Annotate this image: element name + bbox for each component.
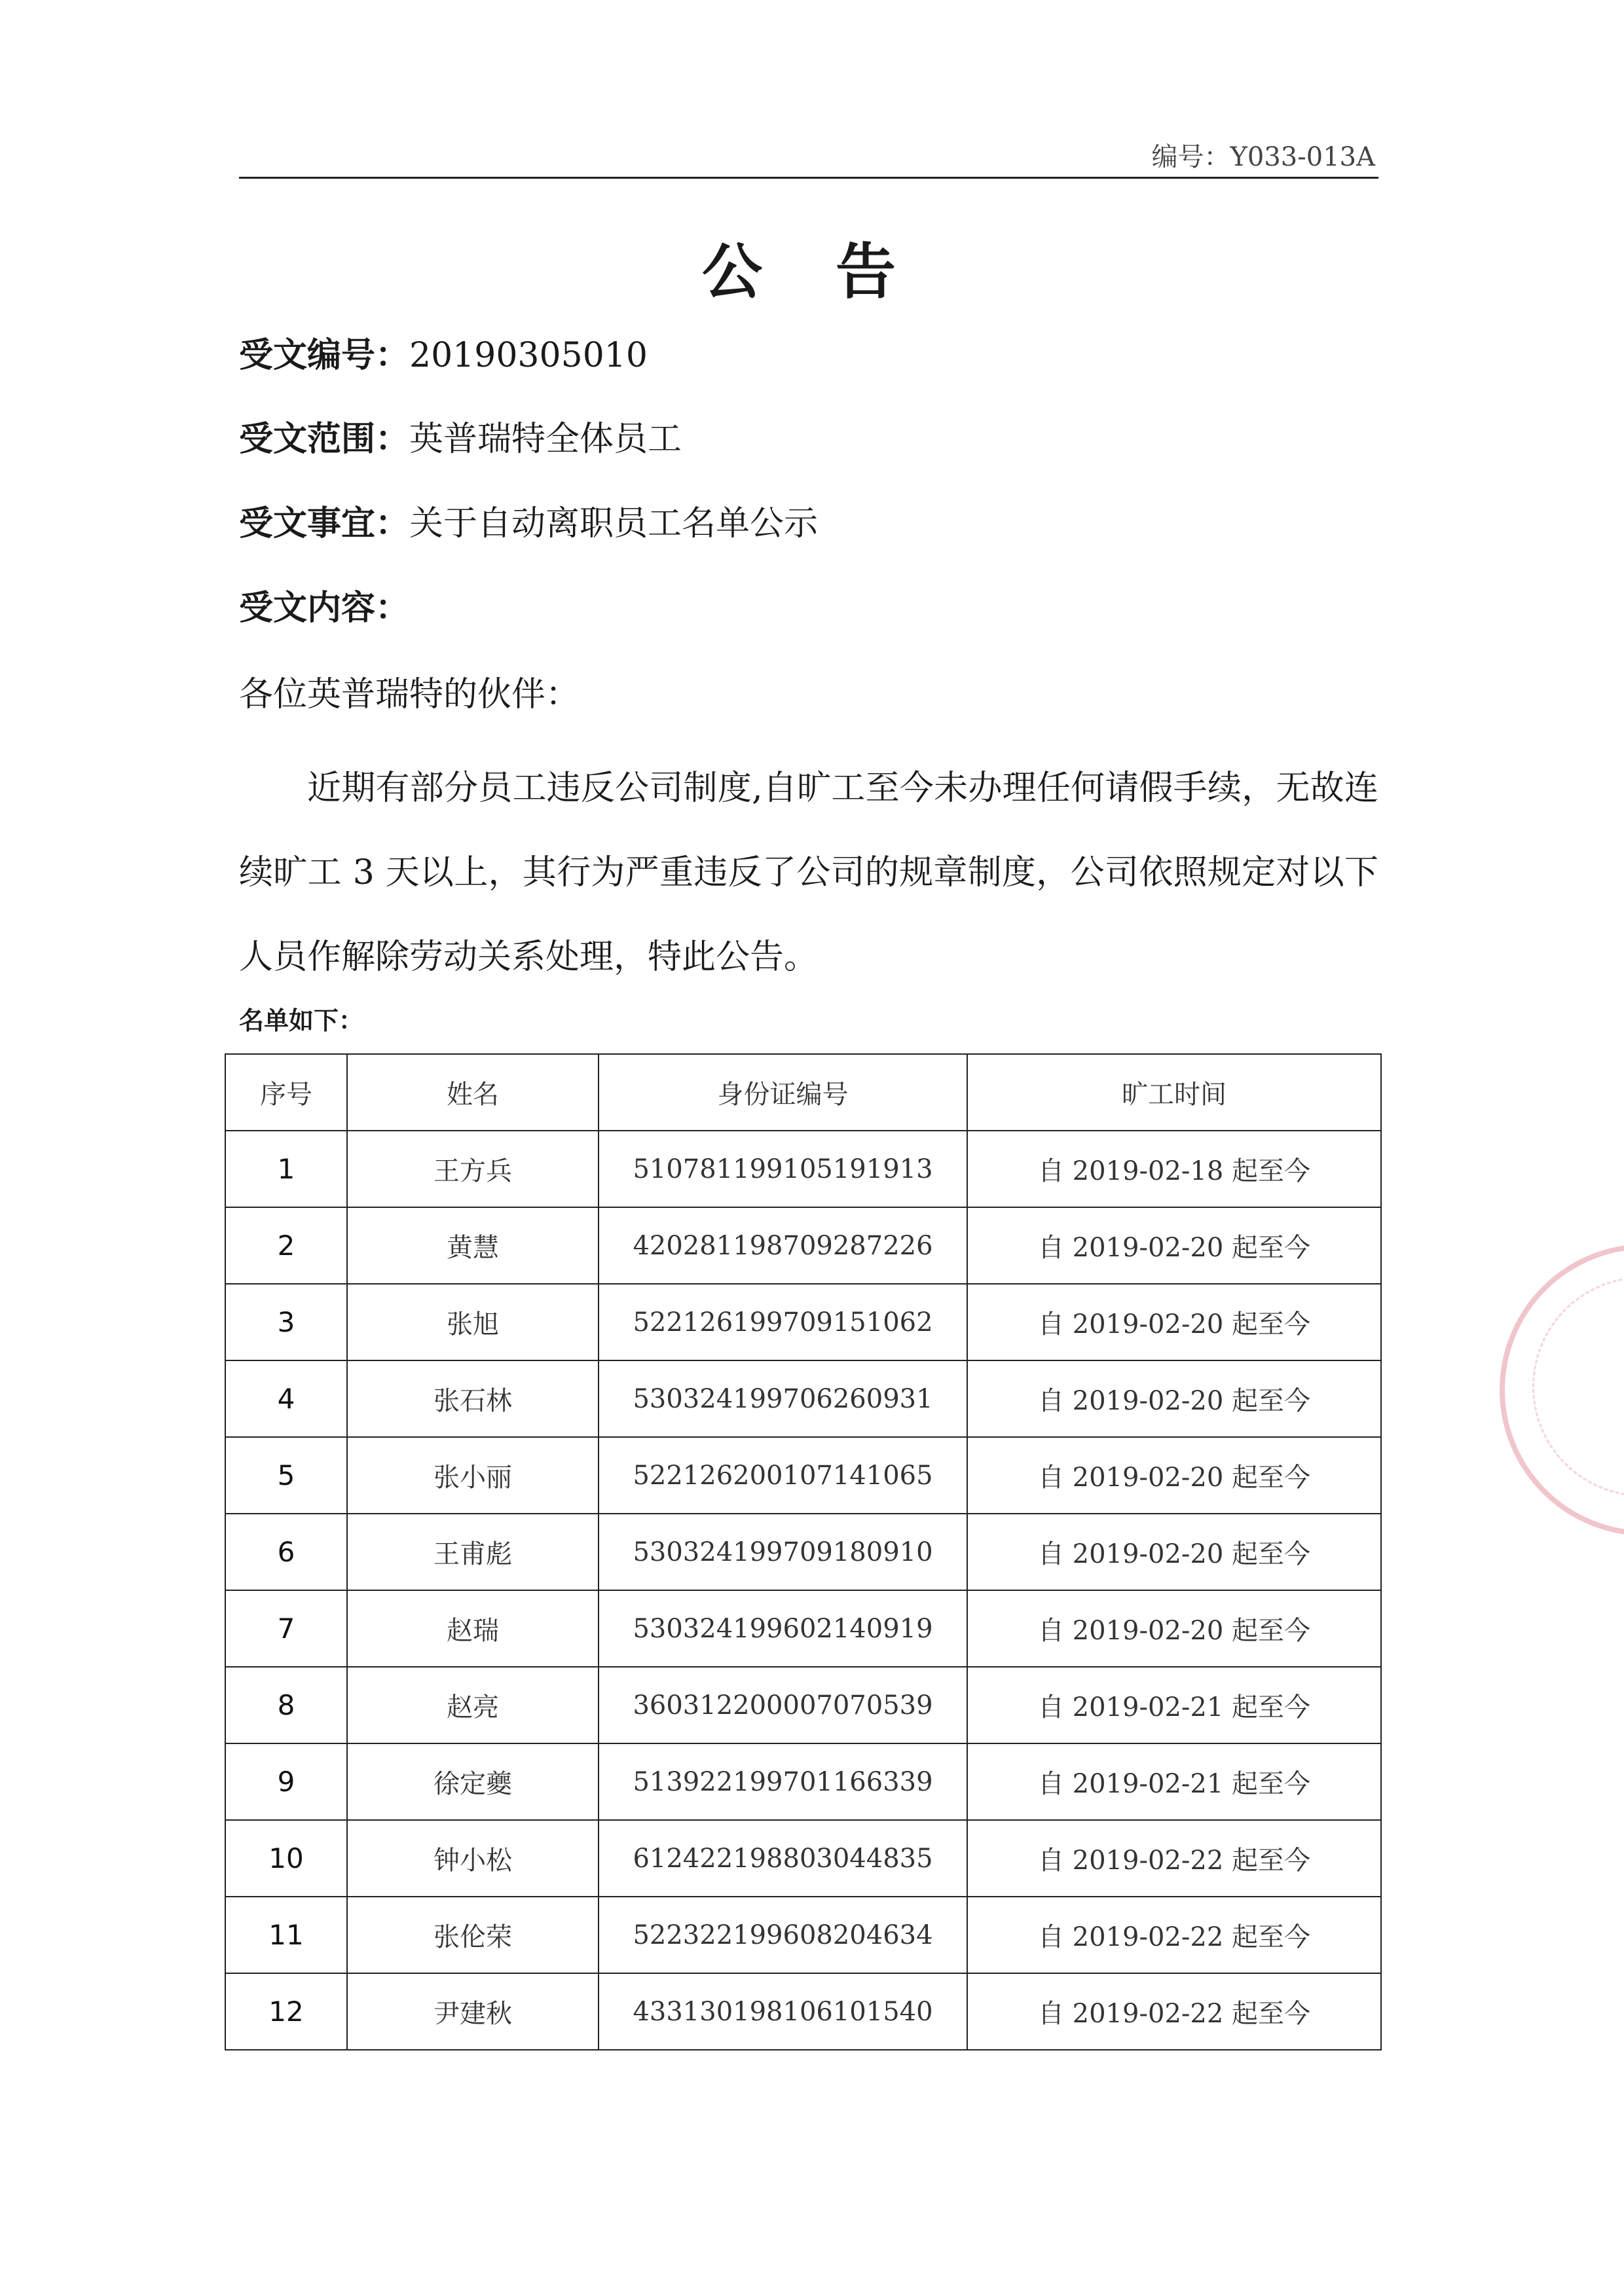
cell-absence-period: 自 2019-02-22 起至今 <box>967 1973 1381 2050</box>
cell-name: 张伦荣 <box>347 1897 599 1973</box>
roster-table <box>225 1053 1382 2050</box>
table-row <box>225 1897 1381 1973</box>
cell-id-number: 420281198709287226 <box>599 1207 967 1284</box>
cell-name: 徐定夔 <box>347 1743 599 1820</box>
body-paragraph: 近期有部分员工违反公司制度,自旷工至今未办理任何请假手续，无故连续旷工 3 天以上，其行为严重违反了公司的规章制度，公司依照规定对以下人员作解除劳动关系处理，特此公告。 <box>239 769 1378 977</box>
cell-id-number: 530324199706260931 <box>599 1360 967 1437</box>
table-header-row <box>225 1054 1381 1131</box>
field-value: 英普瑞特全体员工 <box>409 420 682 459</box>
doc-number: 编号：Y033-013A <box>1151 142 1375 172</box>
cell-id-number: 612422198803044835 <box>599 1820 967 1897</box>
cell-id-number: 530324199709180910 <box>599 1514 967 1590</box>
cell-index: 10 <box>225 1820 347 1897</box>
table-row <box>225 1590 1381 1667</box>
table-row <box>225 1437 1381 1514</box>
table-row <box>225 1360 1381 1437</box>
field-subject <box>239 496 818 545</box>
cell-name: 赵亮 <box>347 1667 599 1743</box>
cell-id-number: 522126199709151062 <box>599 1284 967 1360</box>
cell-absence-period: 自 2019-02-22 起至今 <box>967 1820 1381 1897</box>
cell-name: 张小丽 <box>347 1437 599 1514</box>
salutation: 各位英普瑞特的伙伴： <box>239 675 580 714</box>
field-label: 受文事宜： <box>239 503 410 543</box>
cell-name: 尹建秋 <box>347 1973 599 2050</box>
cell-absence-period: 自 2019-02-18 起至今 <box>967 1131 1381 1207</box>
cell-name: 钟小松 <box>347 1820 599 1897</box>
cell-absence-period: 自 2019-02-20 起至今 <box>967 1207 1381 1284</box>
cell-index: 9 <box>225 1743 347 1820</box>
table-header-cell: 序号 <box>225 1054 347 1131</box>
cell-index: 2 <box>225 1207 347 1284</box>
field-content <box>239 580 409 629</box>
page-title: 公 告 <box>701 236 923 307</box>
header-rule <box>239 177 1378 179</box>
table-row <box>225 1131 1381 1207</box>
cell-absence-period: 自 2019-02-22 起至今 <box>967 1897 1381 1973</box>
cell-absence-period: 自 2019-02-20 起至今 <box>967 1284 1381 1360</box>
cell-index: 7 <box>225 1590 347 1667</box>
cell-absence-period: 自 2019-02-20 起至今 <box>967 1514 1381 1590</box>
cell-id-number: 360312200007070539 <box>599 1667 967 1743</box>
cell-id-number: 433130198106101540 <box>599 1973 967 2050</box>
table-row <box>225 1284 1381 1360</box>
field-label: 受文编号： <box>239 335 410 375</box>
cell-index: 8 <box>225 1667 347 1743</box>
cell-absence-period: 自 2019-02-20 起至今 <box>967 1590 1381 1667</box>
cell-id-number: 513922199701166339 <box>599 1743 967 1820</box>
cell-name: 张旭 <box>347 1284 599 1360</box>
cell-index: 11 <box>225 1897 347 1973</box>
table-header-cell: 姓名 <box>347 1054 599 1131</box>
field-scope <box>239 411 682 460</box>
cell-absence-period: 自 2019-02-20 起至今 <box>967 1437 1381 1514</box>
field-value: 关于自动离职员工名单公示 <box>409 504 819 543</box>
table-row <box>225 1820 1381 1897</box>
cell-index: 12 <box>225 1973 347 2050</box>
list-label: 名单如下： <box>239 1006 364 1035</box>
cell-index: 3 <box>225 1284 347 1360</box>
cell-index: 5 <box>225 1437 347 1514</box>
field-label: 受文内容： <box>239 588 410 628</box>
cell-name: 张石林 <box>347 1360 599 1437</box>
cell-name: 王甫彪 <box>347 1514 599 1590</box>
table-header-cell: 身份证编号 <box>599 1054 967 1131</box>
table-row <box>225 1667 1381 1743</box>
cell-id-number: 522126200107141065 <box>599 1437 967 1514</box>
cell-id-number: 530324199602140919 <box>599 1590 967 1667</box>
cell-name: 赵瑞 <box>347 1590 599 1667</box>
cell-index: 6 <box>225 1514 347 1590</box>
cell-name: 黄慧 <box>347 1207 599 1284</box>
table-row <box>225 1743 1381 1820</box>
table-row <box>225 1514 1381 1590</box>
cell-id-number: 522322199608204634 <box>599 1897 967 1973</box>
field-doc-id <box>239 327 648 376</box>
field-label: 受文范围： <box>239 419 410 459</box>
cell-absence-period: 自 2019-02-21 起至今 <box>967 1667 1381 1743</box>
cell-absence-period: 自 2019-02-21 起至今 <box>967 1743 1381 1820</box>
cell-index: 4 <box>225 1360 347 1437</box>
cell-id-number: 510781199105191913 <box>599 1131 967 1207</box>
cell-index: 1 <box>225 1131 347 1207</box>
table-row <box>225 1207 1381 1284</box>
table-row <box>225 1973 1381 2050</box>
cell-name: 王方兵 <box>347 1131 599 1207</box>
cell-absence-period: 自 2019-02-20 起至今 <box>967 1360 1381 1437</box>
field-value: 20190305010 <box>409 336 648 375</box>
table-header-cell: 旷工时间 <box>967 1054 1381 1131</box>
